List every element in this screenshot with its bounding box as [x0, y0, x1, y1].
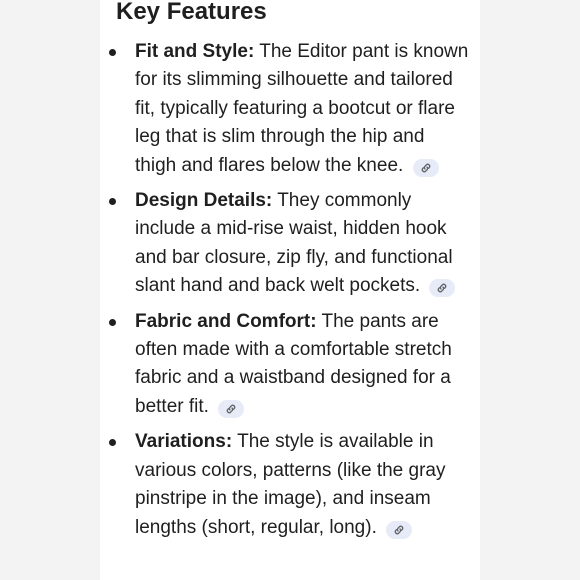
list-item [100, 308, 480, 422]
list-item [100, 187, 480, 301]
feature-text: They commonly include a mid-rise waist, hidden hook and bar closure, zip fly, and functional slant hand and back welt pockets. [135, 190, 453, 297]
link-icon [225, 403, 237, 415]
feature-title: Design Details: [135, 190, 273, 212]
link-icon [393, 524, 405, 536]
source-link-button[interactable] [429, 279, 455, 297]
feature-text: The style is available in various colors, patterns (like the gray pinstripe in the image), and inseam lengths (short, regular, long). [135, 431, 446, 538]
bullet-icon [109, 198, 116, 205]
section-heading: Key Features [116, 0, 267, 25]
bullet-icon [109, 319, 116, 326]
link-icon [420, 162, 432, 174]
feature-title: Fabric and Comfort: [135, 310, 317, 332]
feature-text: The Editor pant is known for its slimming silhouette and tailored fit, typically featuring a bootcut or flare leg that is slim through the hip and thigh and flares below the knee. [135, 41, 469, 176]
source-link-button[interactable] [413, 159, 439, 177]
feature-text: The pants are often made with a comfortable stretch fabric and a waistband designed for a better fit. [135, 310, 452, 417]
feature-title: Variations: [135, 431, 233, 453]
feature-title: Fit and Style: [135, 41, 255, 62]
link-icon [436, 282, 448, 294]
source-link-button[interactable] [386, 521, 412, 539]
source-link-button[interactable] [218, 400, 244, 418]
list-item [100, 38, 480, 180]
list-item [100, 428, 480, 542]
content-panel [100, 0, 480, 580]
bullet-icon [109, 49, 116, 56]
bullet-icon [109, 439, 116, 446]
feature-list [100, 38, 480, 549]
